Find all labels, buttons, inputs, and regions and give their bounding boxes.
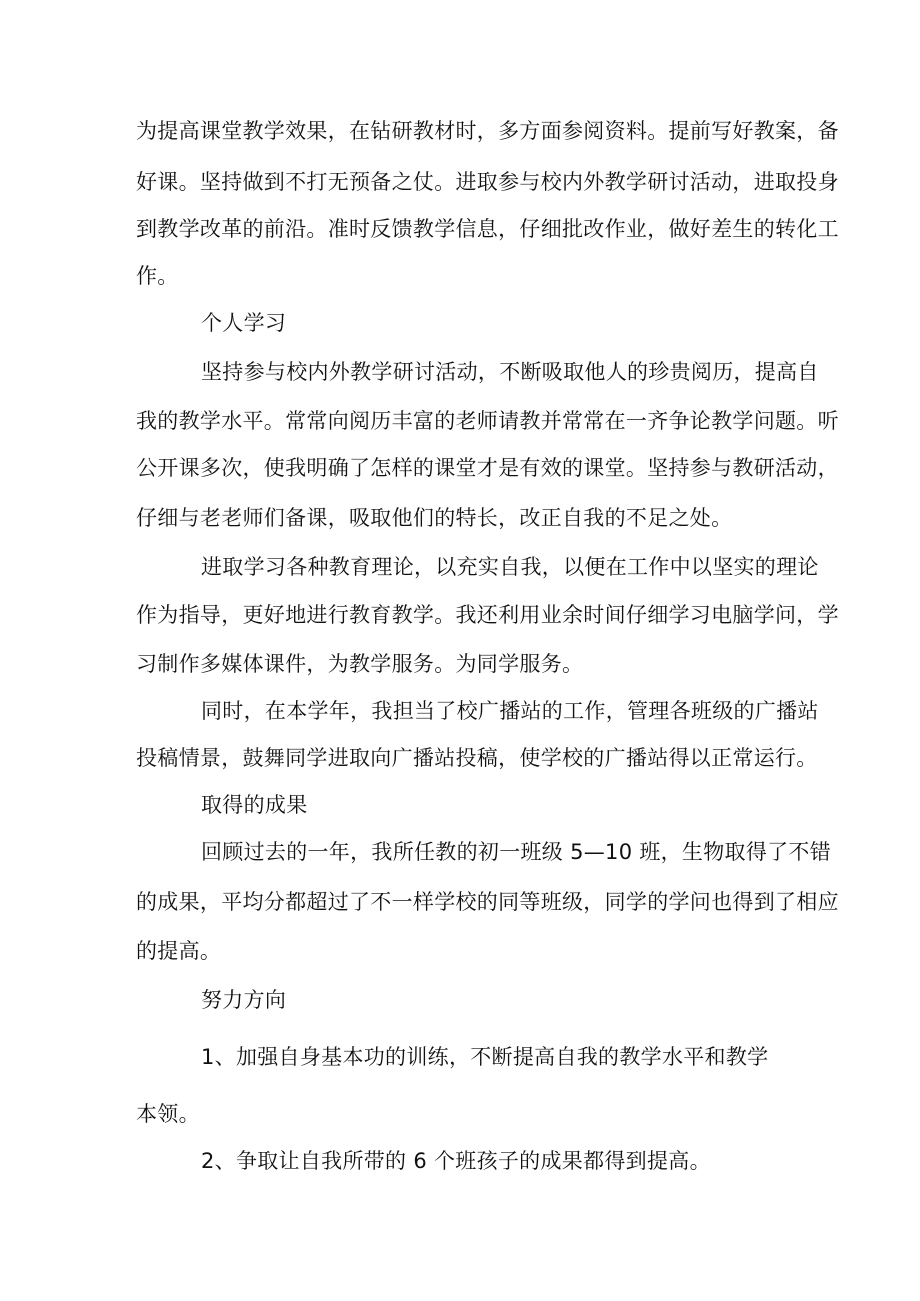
section-heading-personal-study: 个人学习 (201, 311, 287, 335)
paragraph-line: 回顾过去的一年，我所任教的初一班级 5—10 班，生物取得了不错 (201, 840, 832, 864)
paragraph-line: 好课。坚持做到不打无预备之仗。进取参与校内外教学研讨活动，进取投身 (136, 170, 839, 194)
paragraph-line: 公开课多次，使我明确了怎样的课堂才是有效的课堂。坚持参与教研活动， (136, 456, 839, 480)
paragraph-line: 作为指导，更好地进行教育教学。我还利用业余时间仔细学习电脑学问，学 (136, 603, 839, 627)
section-heading-direction: 努力方向 (201, 988, 287, 1012)
paragraph-line: 的成果，平均分都超过了不一样学校的同等班级，同学的学问也得到了相应 (136, 890, 839, 914)
paragraph-line: 到教学改革的前沿。准时反馈教学信息，仔细批改作业，做好差生的转化工 (136, 217, 839, 241)
paragraph-line: 作。 (136, 264, 179, 288)
paragraph-line: 进取学习各种教育理论，以充实自我，以便在工作中以坚实的理论 (201, 555, 819, 579)
paragraph-line: 坚持参与校内外教学研讨活动，不断吸取他人的珍贵阅历，提高自 (201, 360, 819, 384)
list-item-1: 1、加强自身基本功的训练，不断提高自我的教学水平和教学 (201, 1045, 769, 1069)
list-item-2: 2、争取让自我所带的 6 个班孩子的成果都得到提高。 (201, 1149, 711, 1173)
paragraph-line: 投稿情景，鼓舞同学进取向广播站投稿，使学校的广播站得以正常运行。 (136, 746, 818, 770)
list-item-1-continuation: 本领。 (136, 1102, 200, 1126)
paragraph-line: 的提高。 (136, 939, 222, 963)
paragraph-line: 仔细与老老师们备课，吸取他们的特长，改正自我的不足之处。 (136, 506, 733, 530)
paragraph-line: 同时，在本学年，我担当了校广播站的工作，管理各班级的广播站 (201, 699, 819, 723)
paragraph-line: 习制作多媒体课件，为教学服务。为同学服务。 (136, 652, 584, 676)
section-heading-results: 取得的成果 (201, 793, 308, 817)
paragraph-line: 为提高课堂教学效果，在钻研教材时，多方面参阅资料。提前写好教案，备 (136, 119, 839, 143)
paragraph-line: 我的教学水平。常常向阅历丰富的老师请教并常常在一齐争论教学问题。听 (136, 409, 839, 433)
